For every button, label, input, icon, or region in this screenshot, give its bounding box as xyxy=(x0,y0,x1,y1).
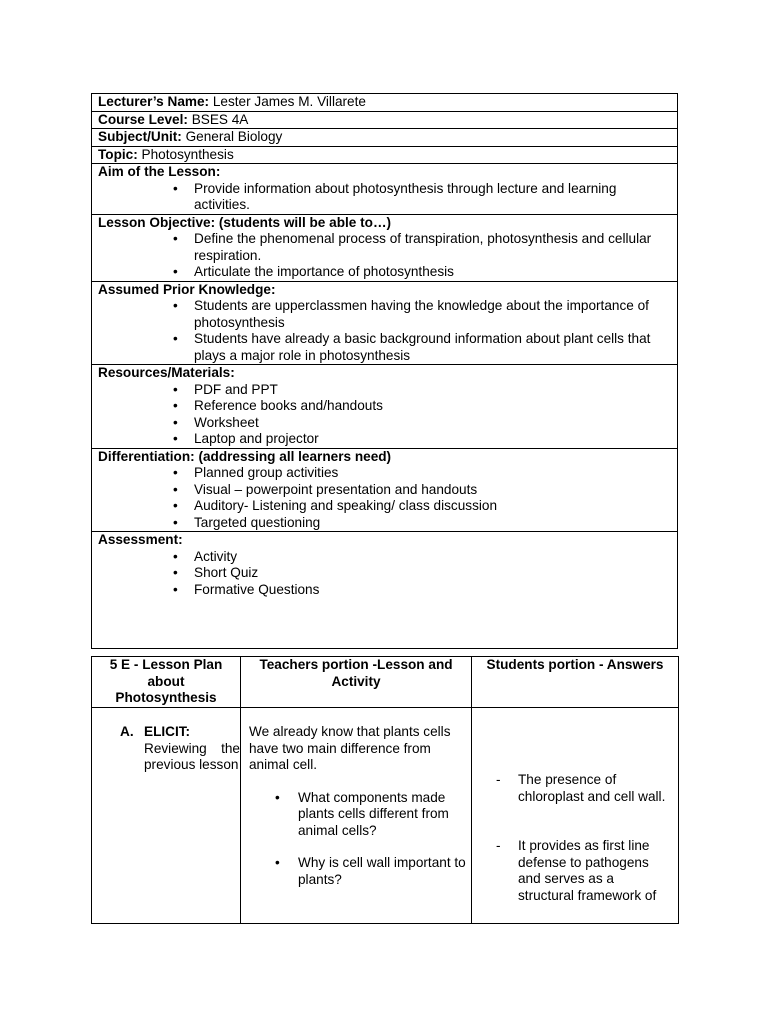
elicit-description: Reviewing the previous lesson xyxy=(144,740,240,772)
aim-row xyxy=(92,164,678,215)
plan-col2-header: Teachers portion -Lesson and Activity xyxy=(241,657,472,708)
list-item: • Auditory- Listening and speaking/ class discussion xyxy=(194,498,671,515)
resources-row xyxy=(92,365,678,449)
lesson-info-table xyxy=(91,93,678,649)
plan-elicit-row xyxy=(92,708,679,924)
list-item: • Define the phenomenal process of transpiration, photosynthesis and cellular respiration. xyxy=(194,231,671,264)
course-label: Course Level: xyxy=(98,111,188,127)
objective-label: Lesson Objective: (students will be able to…) xyxy=(98,214,392,230)
assessment-label: Assessment: xyxy=(98,532,183,547)
aim-list xyxy=(98,181,671,214)
subject-value: General Biology xyxy=(185,129,283,144)
subject-label: Subject/Unit: xyxy=(98,129,182,144)
elicit-title: ELICIT: xyxy=(144,724,191,739)
resources-label: Resources/Materials: xyxy=(98,365,235,380)
list-item: • Students are upperclassmen having the knowledge about the importance of photosynthesis xyxy=(194,298,671,331)
list-item: • Students have already a basic background information about plant cells that plays a major role in photosynthesis xyxy=(194,331,671,364)
list-item: • Laptop and projector xyxy=(194,431,671,448)
elicit-cell xyxy=(92,708,240,774)
list-item: • Why is cell wall important to plants? xyxy=(298,855,467,888)
topic-row xyxy=(92,146,678,164)
teacher-questions xyxy=(249,790,467,889)
assessment-row xyxy=(92,532,678,649)
lecturer-value: Lester James M. Villarete xyxy=(212,94,366,109)
resources-list xyxy=(98,382,671,448)
list-item: • Articulate the importance of photosynthesis xyxy=(194,264,671,281)
prior-knowledge-list xyxy=(98,298,671,364)
list-item: • Short Quiz xyxy=(194,565,671,582)
list-item: • PDF and PPT xyxy=(194,382,671,399)
teacher-intro: We already know that plants cells have two main difference from animal cell. xyxy=(249,724,451,772)
teacher-portion xyxy=(247,708,471,888)
lesson-plan-table xyxy=(91,656,679,924)
course-row xyxy=(92,111,678,129)
list-item: • What components made plants cells different from animal cells? xyxy=(298,790,467,840)
lecturer-row xyxy=(92,94,678,112)
plan-header-row xyxy=(92,657,679,708)
subject-row xyxy=(92,129,678,147)
list-item: • Targeted questioning xyxy=(194,515,671,532)
lecturer-label: Lecturer’s Name: xyxy=(98,94,210,109)
student-portion xyxy=(472,708,678,904)
objective-list xyxy=(98,231,671,281)
plan-col1-header: 5 E - Lesson Plan about Photosynthesis xyxy=(92,657,241,708)
assessment-list xyxy=(98,549,671,599)
topic-value: Photosynthesis xyxy=(141,146,234,162)
plan-col3-header: Students portion - Answers xyxy=(472,657,679,708)
course-value: BSES 4A xyxy=(191,111,249,127)
aim-label: Aim of the Lesson: xyxy=(98,164,221,179)
list-item: • Provide information about photosynthesis through lecture and learning activities. xyxy=(194,181,671,214)
list-item: • Worksheet xyxy=(194,415,671,432)
differentiation-list xyxy=(98,465,671,531)
student-answer: - It provides as first line defense to pathogens and serves as a structural framework of xyxy=(518,838,672,904)
prior-knowledge-row xyxy=(92,281,678,365)
objective-row xyxy=(92,214,678,281)
elicit-marker: A. xyxy=(120,724,134,739)
list-item: • Visual – powerpoint presentation and handouts xyxy=(194,482,671,499)
topic-label: Topic: xyxy=(98,146,138,162)
student-answer: - The presence of chloroplast and cell wall. xyxy=(518,772,672,805)
list-item: • Reference books and/handouts xyxy=(194,398,671,415)
prior-knowledge-label: Assumed Prior Knowledge: xyxy=(98,281,276,297)
differentiation-label: Differentiation: (addressing all learners need) xyxy=(98,448,392,464)
list-item: • Activity xyxy=(194,549,671,566)
list-item: • Planned group activities xyxy=(194,465,671,482)
differentiation-row xyxy=(92,448,678,532)
list-item: • Formative Questions xyxy=(194,582,671,599)
